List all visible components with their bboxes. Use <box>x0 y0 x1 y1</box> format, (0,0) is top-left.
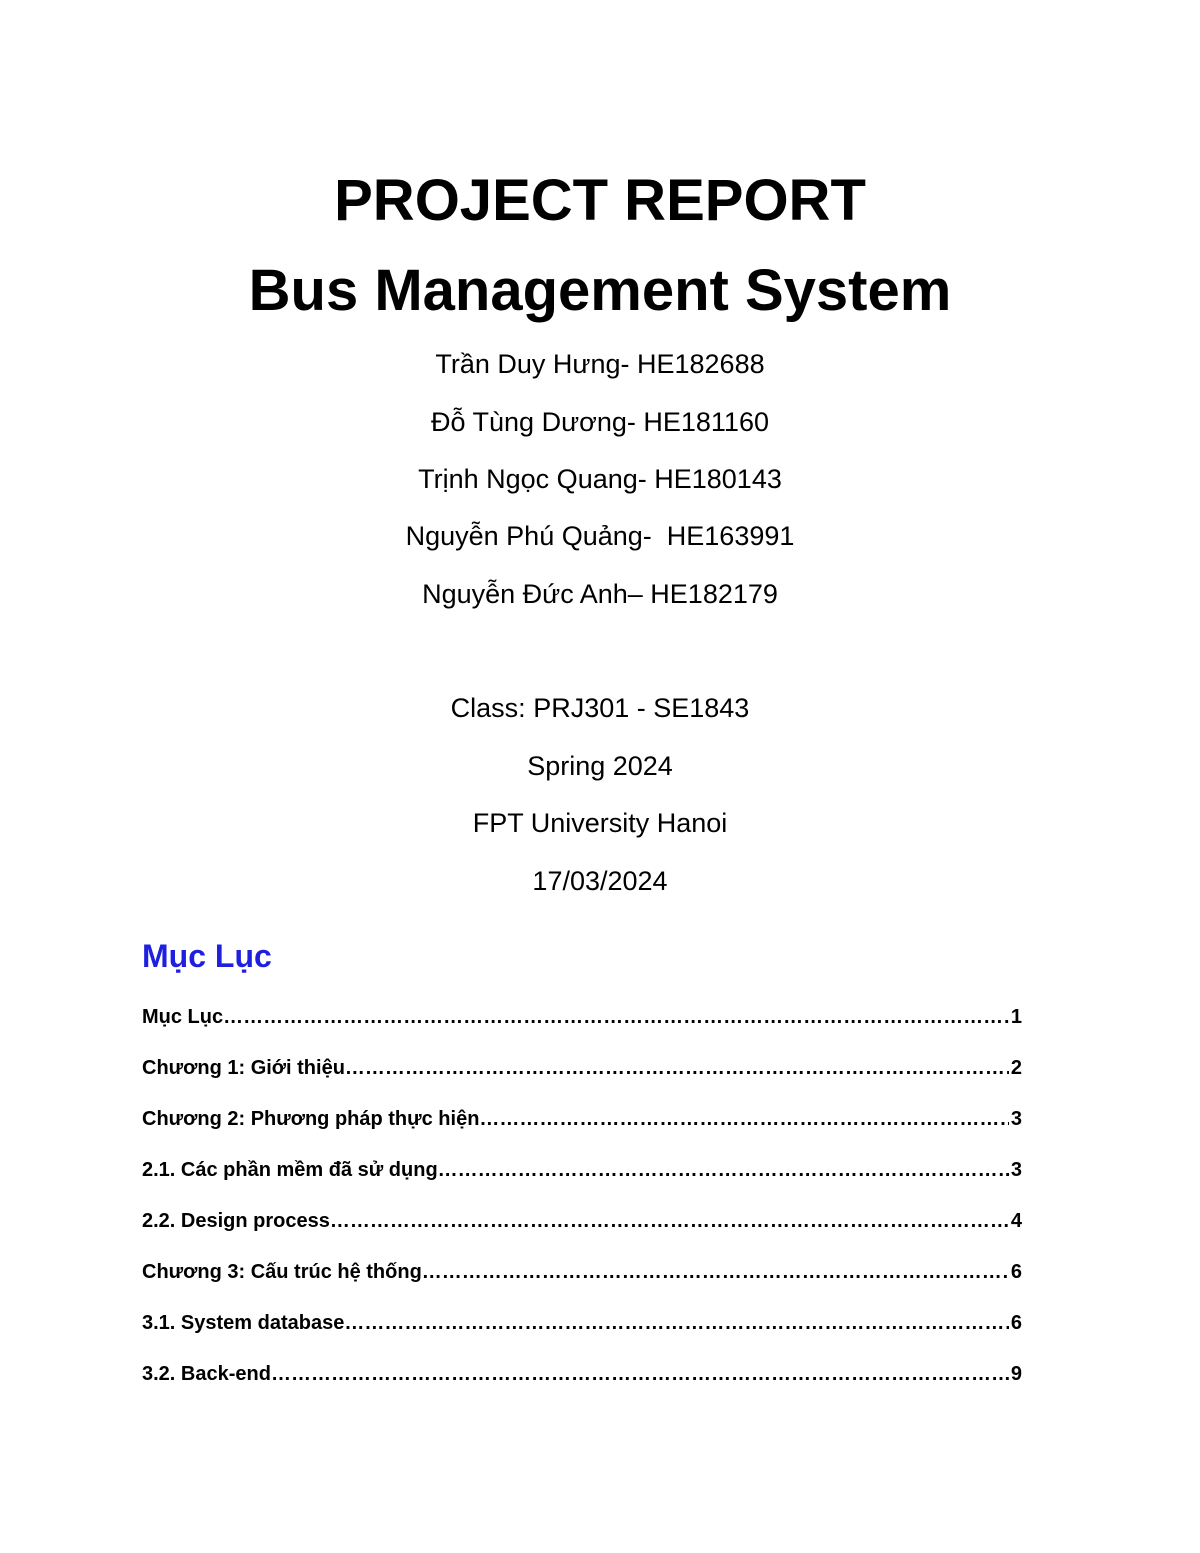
toc-entry[interactable] <box>142 1260 1022 1311</box>
term-info: Spring 2024 <box>527 751 673 781</box>
toc-entry[interactable] <box>142 1362 1022 1413</box>
toc-dot-leader <box>223 1005 1009 1029</box>
member-name: Nguyễn Phú Quảng- HE163991 <box>405 521 795 551</box>
university-info: FPT University Hanoi <box>472 808 728 838</box>
toc-entry[interactable] <box>142 1107 1022 1158</box>
class-info: Class: PRJ301 - SE1843 <box>450 693 750 723</box>
member-name: Nguyễn Đức Anh– HE182179 <box>422 579 778 609</box>
member-name: Đỗ Tùng Dương- HE181160 <box>431 407 769 437</box>
toc-dot-leader <box>330 1209 1009 1233</box>
toc-dot-leader <box>345 1056 1009 1080</box>
toc-entry-label: 3.2. Back-end <box>142 1363 271 1385</box>
toc-dot-leader <box>422 1260 1009 1284</box>
table-of-contents <box>142 1005 1022 1413</box>
toc-entry-label: Chương 1: Giới thiệu <box>142 1057 345 1079</box>
toc-entry[interactable] <box>142 1209 1022 1260</box>
toc-entry-page: 3 <box>1010 1159 1022 1181</box>
report-title: PROJECT REPORT <box>334 168 866 233</box>
toc-entry-label: 2.1. Các phần mềm đã sử dụng <box>142 1159 438 1181</box>
toc-entry-page: 9 <box>1010 1363 1022 1385</box>
toc-entry[interactable] <box>142 1311 1022 1362</box>
toc-entry-label: Chương 3: Cấu trúc hệ thống <box>142 1261 422 1283</box>
member-name: Trần Duy Hưng- HE182688 <box>435 349 765 379</box>
toc-dot-leader <box>438 1158 1009 1182</box>
toc-dot-leader <box>479 1107 1008 1131</box>
toc-entry-page: 2 <box>1010 1057 1022 1079</box>
toc-dot-leader <box>271 1362 1009 1386</box>
toc-entry-page: 3 <box>1010 1108 1022 1130</box>
toc-heading: Mục Lục <box>142 938 272 974</box>
toc-entry[interactable] <box>142 1056 1022 1107</box>
toc-entry-page: 1 <box>1010 1006 1022 1028</box>
toc-entry-label: Chương 2: Phương pháp thực hiện <box>142 1108 480 1130</box>
toc-entry-label: 2.2. Design process <box>142 1210 330 1232</box>
toc-dot-leader <box>344 1311 1009 1335</box>
toc-entry-label: Mục Lục <box>142 1006 224 1028</box>
toc-entry-page: 6 <box>1010 1312 1022 1334</box>
report-date: 17/03/2024 <box>532 866 668 896</box>
project-name: Bus Management System <box>248 258 952 323</box>
toc-entry-page: 4 <box>1010 1210 1022 1232</box>
toc-entry-label: 3.1. System database <box>142 1312 345 1334</box>
toc-entry[interactable] <box>142 1158 1022 1209</box>
member-name: Trịnh Ngọc Quang- HE180143 <box>418 464 782 494</box>
toc-entry[interactable] <box>142 1005 1022 1056</box>
toc-entry-page: 6 <box>1010 1261 1022 1283</box>
